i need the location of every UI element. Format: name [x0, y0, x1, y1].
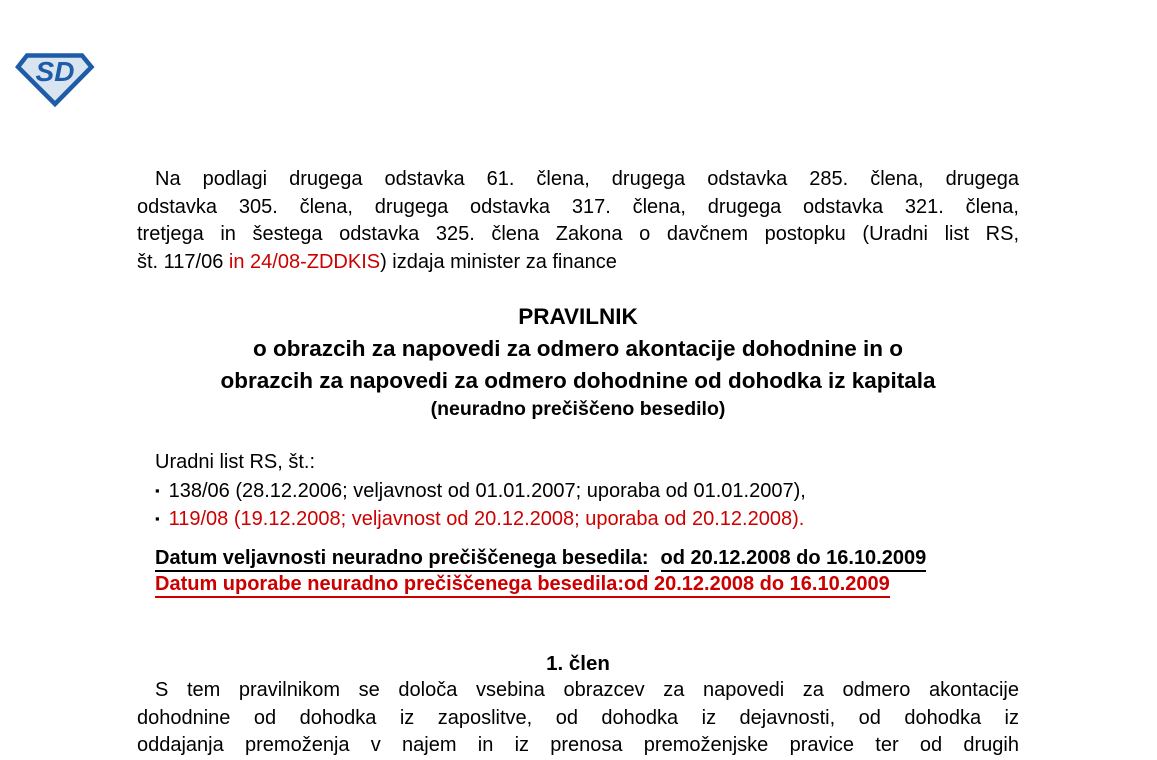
validity-value: od 20.12.2008 do 16.10.2009	[661, 547, 927, 572]
article-line: oddajanja premoženja v najem in iz prenosa premoženjske pravice ter od drugih	[137, 734, 1019, 756]
intro-line: odstavka 305. člena, drugega odstavka 317. člena, drugega odstavka 321. člena,	[137, 195, 1019, 218]
article-1-heading: 1. člen	[546, 651, 610, 675]
intro-line: Na podlagi drugega odstavka 61. člena, drugega odstavka 285. člena, drugega	[155, 168, 1019, 190]
document-subtitle: (neuradno prečiščeno besedilo)	[430, 398, 726, 420]
title-line-pravilnik: PRAVILNIK	[518, 304, 638, 329]
article-line: dohodnine od dohodka iz zaposlitve, od dohodka iz dejavnosti, od dohodka iz	[137, 706, 1019, 729]
sd-logo	[13, 50, 97, 108]
amendment-reference-red: in 24/08-ZDDKIS	[228, 250, 381, 273]
title-line-2: o obrazcih za napovedi za odmero akontacije dohodnine in o	[252, 336, 904, 361]
intro-line: tretjega in šestega odstavka 325. člena Zakona o davčnem postopku (Uradni list RS,	[137, 223, 1019, 245]
dates-section	[155, 545, 1019, 598]
validity-date-line	[155, 545, 1019, 572]
intro-text-after-amendment: ) izdaja minister za finance	[380, 250, 617, 273]
gazette-section	[155, 449, 1019, 534]
sd-shield-icon	[13, 50, 97, 108]
intro-text-before-amendment: št. 117/06	[137, 250, 229, 273]
article-1-body	[137, 677, 1019, 760]
title-line-3: obrazcih za napovedi za odmero dohodnine od dohodka iz kapitala	[220, 368, 936, 393]
intro-line	[137, 249, 1019, 277]
usage-text: Datum uporabe neuradno prečiščenega besedila:od 20.12.2008 do 16.10.2009	[155, 573, 890, 598]
document-content	[137, 0, 1019, 760]
sd-logo-letters: SD	[35, 56, 75, 87]
intro-paragraph	[137, 166, 1019, 276]
gazette-item	[155, 477, 1019, 506]
gazette-item-text: 119/08 (19.12.2008; veljavnost od 20.12.2008; uporaba od 20.12.2008).	[168, 508, 805, 530]
gazette-item-text: 138/06 (28.12.2006; veljavnost od 01.01.2007; uporaba od 01.01.2007),	[168, 479, 806, 502]
square-bullet-icon: ▪	[155, 482, 160, 498]
gazette-item	[155, 505, 1019, 534]
gazette-heading: Uradni list RS, št.:	[155, 451, 316, 473]
square-bullet-icon: ▪	[155, 511, 160, 526]
validity-label: Datum veljavnosti neuradno prečiščenega besedila:	[155, 547, 649, 572]
article-line: S tem pravilnikom se določa vsebina obrazcev za napovedi za odmero akontacije	[155, 679, 1019, 701]
usage-date-line	[155, 571, 1019, 598]
document-title	[137, 301, 1019, 397]
